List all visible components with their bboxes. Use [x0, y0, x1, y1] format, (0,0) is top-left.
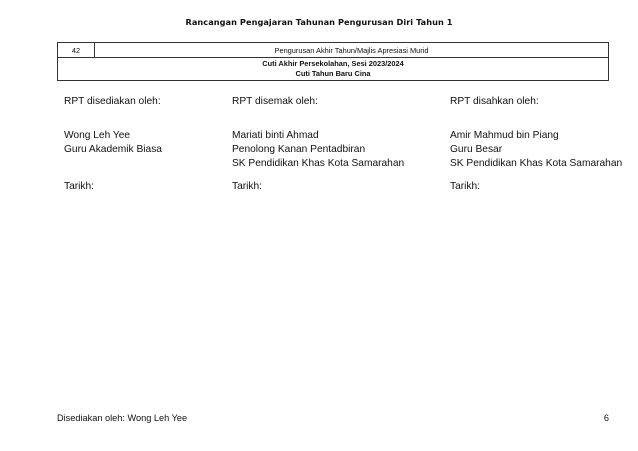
week-number-cell: 42 — [58, 43, 95, 58]
holiday-cell — [58, 58, 609, 81]
holiday-row — [58, 58, 609, 81]
footer-prepared-by: Disediakan oleh: Wong Leh Yee — [57, 413, 188, 423]
signature-date-label: Tarikh: — [450, 181, 481, 192]
topic-cell: Pengurusan Akhir Tahun/Majlis Apresiasi Murid — [95, 43, 609, 58]
signature-date-label: Tarikh: — [232, 181, 263, 192]
signature-date-label: Tarikh: — [64, 181, 95, 192]
holiday-line-2: Cuti Tahun Baru Cina — [295, 69, 371, 78]
signature-name: Wong Leh Yee — [64, 130, 131, 141]
signature-position: Guru Akademik Biasa — [64, 144, 162, 155]
signature-block-reviewed — [232, 95, 432, 205]
signature-role: RPT disemak oleh: — [232, 96, 318, 107]
signature-block-approved — [450, 95, 635, 205]
signature-role: RPT disediakan oleh: — [64, 96, 161, 107]
signature-role: RPT disahkan oleh: — [450, 96, 539, 107]
table-row — [58, 43, 609, 58]
signature-name: Amir Mahmud bin Piang — [450, 130, 559, 141]
rpt-table — [57, 42, 609, 81]
holiday-line-1: Cuti Akhir Persekolahan, Sesi 2023/2024 — [262, 59, 404, 68]
signature-school: SK Pendidikan Khas Kota Samarahan — [232, 158, 405, 169]
signature-name: Mariati binti Ahmad — [232, 130, 319, 141]
page-title: Rancangan Pengajaran Tahunan Pengurusan Diri Tahun 1 — [185, 17, 453, 27]
signature-school: SK Pendidikan Khas Kota Samarahan — [450, 158, 623, 169]
signature-position: Guru Besar — [450, 144, 503, 155]
signature-position: Penolong Kanan Pentadbiran — [232, 144, 366, 155]
page-number: 6 — [603, 413, 609, 423]
signature-block-prepared — [64, 95, 214, 205]
